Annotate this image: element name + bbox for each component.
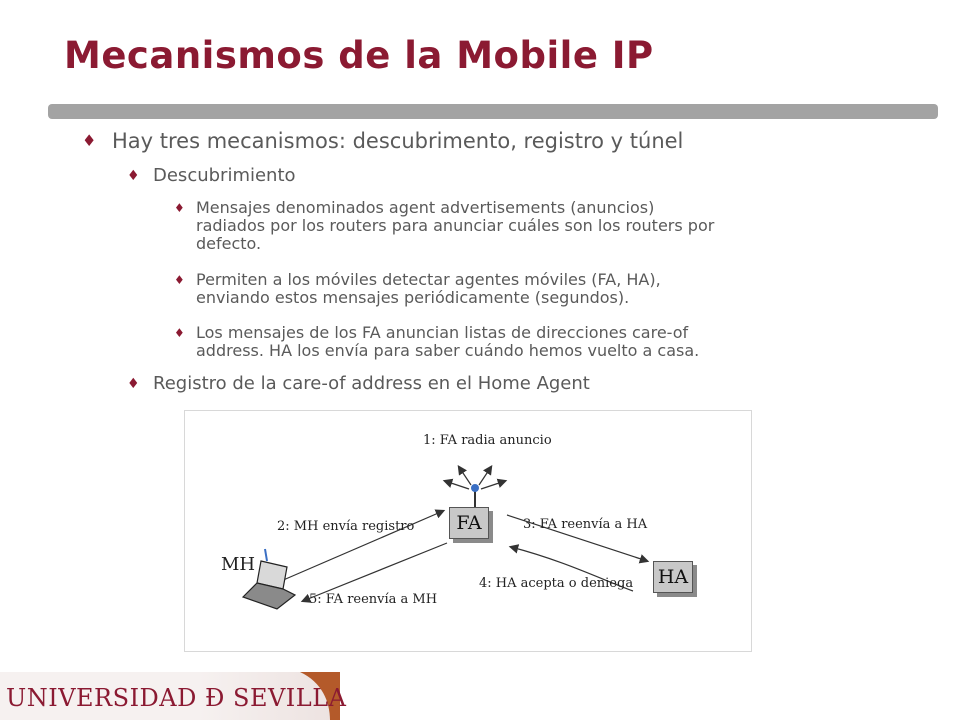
- diamond-bullet-icon: ♦: [174, 201, 185, 215]
- bullet-line: enviando estos mensajes periódicamente (segundos).: [196, 288, 630, 307]
- diamond-bullet-icon: ♦: [127, 168, 140, 184]
- broadcast-arrow: [479, 467, 491, 485]
- bullet-text: Registro de la care-of address en el Home Agent: [153, 373, 590, 394]
- bullet-line: Los mensajes de los FA anuncian listas de direcciones care-of: [196, 323, 689, 342]
- step2-label: 2: MH envía registro: [277, 519, 415, 534]
- step4-label: 4: HA acepta o deniega: [479, 576, 634, 591]
- bullet-line: defecto.: [196, 234, 262, 253]
- bullet-level3-advertisements: [174, 198, 916, 253]
- fa-node: [449, 507, 489, 539]
- bullet-line: radiados por los routers para anunciar cuáles son los routers por: [196, 216, 715, 235]
- bullet-level3-detect-agents: [174, 270, 916, 307]
- diamond-bullet-icon: ♦: [174, 273, 185, 287]
- slide-title: Mecanismos de la Mobile IP: [64, 34, 654, 77]
- broadcast-arrow: [481, 481, 505, 489]
- step1-label: 1: FA radia anuncio: [423, 433, 552, 448]
- bullet-text: Hay tres mecanismos: descubrimento, registro y túnel: [112, 129, 684, 153]
- bullet-level2-discovery: [127, 164, 913, 188]
- bullet-line: Permiten a los móviles detectar agentes móviles (FA, HA),: [196, 270, 661, 289]
- bullet-level2-registration: [127, 372, 913, 396]
- bullet-line: Mensajes denominados agent advertisements (anuncios): [196, 198, 655, 217]
- broadcast-arrow: [445, 481, 469, 489]
- antenna-tip: [471, 484, 479, 492]
- ha-label: HA: [657, 566, 689, 588]
- university-logo: UNIVERSIDAD Ð SEVILLA: [6, 684, 347, 712]
- mh-label: MH: [221, 554, 256, 575]
- bullet-level3-fa-messages: [174, 323, 916, 360]
- broadcast-arrow: [459, 467, 471, 485]
- bullet-level1-mechanisms: [82, 127, 932, 155]
- bullet-text: Descubrimiento: [153, 165, 296, 186]
- diamond-bullet-icon: ♦: [127, 376, 140, 392]
- step5-label: 5: FA reenvía a MH: [309, 592, 438, 607]
- diamond-bullet-icon: ♦: [174, 326, 185, 340]
- diamond-bullet-icon: ♦: [82, 131, 97, 150]
- bullet-line: address. HA los envía para saber cuándo hemos vuelto a casa.: [196, 341, 700, 360]
- mobile-ip-diagram: [184, 410, 752, 652]
- fa-label: FA: [456, 512, 482, 534]
- step3-label: 3: FA reenvía a HA: [523, 517, 648, 532]
- ha-node: [653, 561, 693, 593]
